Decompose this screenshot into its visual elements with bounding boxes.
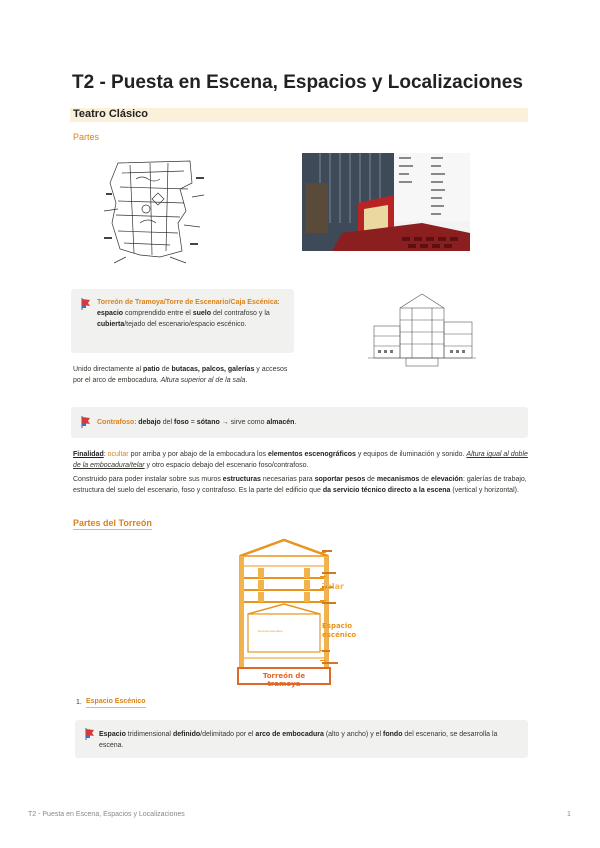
theatre-section-image xyxy=(368,290,476,368)
diagram-label-torreon: Torreón de tramoya xyxy=(262,672,306,688)
partes-torreon-heading: Partes del Torreón xyxy=(73,518,152,528)
callout-espacio xyxy=(75,720,528,758)
section-heading: Teatro Clásico xyxy=(73,108,148,120)
paragraph-unido: Unido directamente al patio de butacas, palcos, galerías y accesos por el arco de embocadura. Altura superior al de la sala. xyxy=(73,366,288,384)
paragraph-construido: Construido para poder instalar sobre sus muros estructuras necesarias para soportar pesos de mecanismos de elevación: galerías de trabajo, estructura del suelo del escenario, foso y contrafoso. Es la parte del edificio que da servicio técnico directo a la escena (vertical y horizontal). xyxy=(73,476,527,494)
partes-heading: Partes xyxy=(73,132,100,142)
stage-sketch-image xyxy=(100,153,210,265)
pushpin-icon xyxy=(83,727,97,741)
footer-title: T2 - Puesta en Escena, Espacios y Localizaciones xyxy=(28,811,185,818)
diagram-label-telar: Telar xyxy=(322,582,344,591)
paragraph-finalidad: Finalidad: ocultar por arriba y por abajo de la embocadura los elementos escenográficos y equipos de iluminación y sonido. Altura igual al doble de la embocadura/telar y otro espacio debajo del escenario foso/contrafoso. xyxy=(73,451,528,469)
callout-torreon-text: Torreón de Tramoya/Torre de Escenario/Caja Escénica: espacio comprendido entre el suelo del contrafoso y la cubierta/tejado del escenario/espacio escénico. xyxy=(97,299,280,328)
pushpin-icon xyxy=(79,415,93,429)
torreon-term: Torreón de Tramoya/Torre de Escenario/Caja Escénica xyxy=(97,299,278,306)
page-title: T2 - Puesta en Escena, Espacios y Localizaciones xyxy=(72,72,523,93)
callout-espacio-text: Espacio tridimensional definido/delimitado por el arco de embocadura (alto y ancho) y el fondo del escenario, se desarrolla la escena. xyxy=(99,731,498,749)
contrafoso-term: Contrafoso xyxy=(97,419,135,426)
torreon-diagram xyxy=(232,538,374,688)
callout-contrafoso xyxy=(71,407,528,438)
callout-torreon xyxy=(71,289,294,353)
diagram-label-espacio: Espacio escénico xyxy=(322,622,357,639)
callout-contrafoso-text: Contrafoso: debajo del foso = sótano → sirve como almacén. xyxy=(97,419,297,426)
list-item-number: 1. xyxy=(76,699,82,706)
pushpin-icon xyxy=(79,297,93,311)
theatre-3d-image xyxy=(302,153,470,251)
diagram-label-boca: boca de escenario xyxy=(258,629,283,633)
page-number: 1 xyxy=(567,811,571,818)
list-item-espacio-escenico: Espacio Escénico xyxy=(86,697,146,708)
